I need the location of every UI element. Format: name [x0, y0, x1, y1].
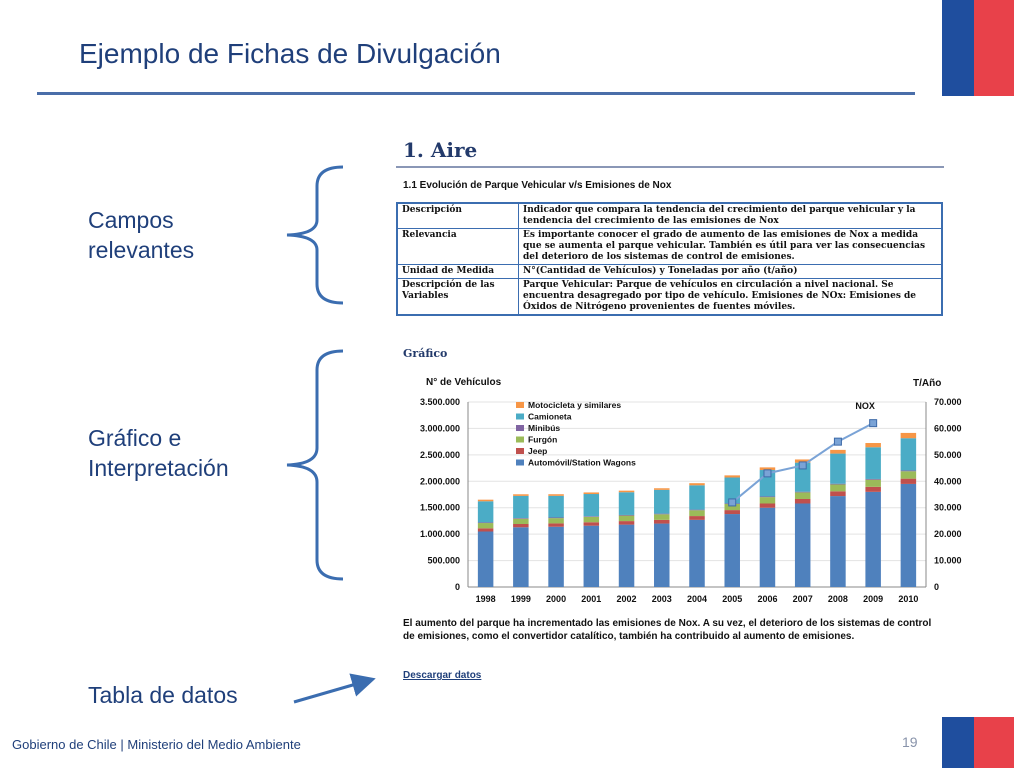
x-tick-label: 2004 — [686, 594, 708, 604]
bar-segment — [724, 475, 740, 477]
bar-segment — [654, 490, 670, 514]
bar-segment — [689, 516, 705, 520]
bar-segment — [760, 508, 776, 587]
bar-segment — [830, 454, 846, 484]
bar-segment — [619, 491, 635, 493]
x-tick-label: 2009 — [863, 594, 884, 604]
bar-segment — [548, 496, 564, 518]
flag-blue-band — [942, 0, 974, 96]
bar-segment — [513, 527, 529, 587]
brace-campos — [283, 164, 347, 306]
bar-segment — [478, 500, 494, 502]
table-row — [397, 265, 942, 279]
x-tick-label: 2010 — [898, 594, 919, 604]
bar-segment — [689, 510, 705, 516]
nox-point — [764, 470, 771, 477]
y2-tick-label: 50.000 — [934, 449, 962, 460]
y2-tick-label: 60.000 — [934, 423, 962, 434]
legend-swatch — [516, 460, 524, 466]
bar-segment — [478, 528, 494, 531]
bar-segment — [865, 487, 881, 492]
bar-segment — [548, 494, 564, 496]
bar-segment — [619, 525, 635, 587]
bar-segment — [760, 496, 776, 497]
bar-segment — [654, 514, 670, 515]
bar-segment — [865, 479, 881, 480]
nox-series-label: NOX — [855, 401, 875, 412]
bar-segment — [865, 447, 881, 479]
y2-axis-title: T/Año — [913, 378, 942, 389]
bar-segment — [689, 483, 705, 485]
bar-segment — [901, 470, 917, 471]
legend-swatch — [516, 414, 524, 420]
x-tick-label: 2000 — [546, 594, 567, 604]
bar-segment — [513, 524, 529, 527]
x-tick-label: 2003 — [651, 594, 672, 604]
bar-segment — [619, 492, 635, 515]
fiche-heading-rule — [396, 166, 944, 168]
legend-swatch — [516, 402, 524, 408]
bar-segment — [513, 518, 529, 519]
y2-tick-label: 10.000 — [934, 555, 962, 566]
x-tick-label: 2002 — [616, 594, 637, 604]
bar-segment — [689, 520, 705, 587]
y2-tick-label: 20.000 — [934, 529, 962, 540]
bar-segment — [478, 532, 494, 588]
fiche-value: Es importante conocer el grado de aumento de las emisiones de Nox a medida que se aumenta el parque vehicular. También es útil para ver las consecuencias del deterioro de los sistemas de control de emisiones. — [519, 229, 943, 265]
legend-label: Motocicleta y similares — [528, 400, 622, 410]
bar-segment — [795, 503, 811, 587]
y-tick-label: 2.500.000 — [419, 449, 460, 460]
fiche-key: Relevancia — [397, 229, 519, 265]
table-row — [397, 229, 942, 265]
bar-segment — [760, 497, 776, 503]
nox-point — [834, 438, 841, 445]
y2-tick-label: 0 — [934, 582, 940, 592]
legend-label: Minibús — [528, 423, 561, 433]
bar-segment — [901, 438, 917, 470]
x-tick-label: 2006 — [757, 594, 778, 604]
bar-segment — [830, 496, 846, 587]
bar-segment — [584, 526, 600, 587]
bar-segment — [689, 485, 705, 509]
bar-segment — [830, 450, 846, 454]
label-grafico-interpretacion: Gráfico e Interpretación — [88, 425, 229, 481]
bar-segment — [830, 491, 846, 496]
fiche-value: N°(Cantidad de Vehículos) y Toneladas por año (t/año) — [519, 265, 943, 279]
y-tick-label: 1.000.000 — [419, 529, 460, 540]
parque-vs-nox-chart — [396, 372, 976, 612]
bar-segment — [478, 522, 494, 523]
bar-segment — [901, 471, 917, 478]
bar-segment — [760, 503, 776, 507]
brace-grafico — [283, 348, 347, 582]
bar-segment — [901, 479, 917, 484]
nox-point — [799, 462, 806, 469]
bar-segment — [654, 524, 670, 587]
bar-segment — [724, 514, 740, 587]
bar-segment — [513, 519, 529, 524]
y-tick-label: 3.000.000 — [419, 423, 460, 434]
fiche-heading: 1. Aire — [403, 138, 478, 162]
fiche-value: Parque Vehicular: Parque de vehículos en circulación a nivel nacional. Se encuentra desagregado por tipo de vehículo. Emisiones de NOx: Emisiones de Óxidos de Nitrógeno provenientes de fuentes móviles. — [519, 279, 943, 316]
bar-segment — [548, 517, 564, 518]
legend-label: Automóvil/Station Wagons — [528, 457, 636, 468]
fiche-key: Unidad de Medida — [397, 265, 519, 279]
y2-tick-label: 40.000 — [934, 476, 962, 487]
y2-tick-label: 70.000 — [934, 397, 962, 407]
bar-segment — [548, 527, 564, 587]
bar-segment — [865, 492, 881, 587]
x-tick-label: 2005 — [722, 594, 743, 604]
x-tick-label: 1998 — [475, 594, 496, 604]
bar-segment — [830, 484, 846, 491]
x-tick-label: 2007 — [792, 594, 813, 604]
bar-segment — [584, 522, 600, 525]
page-number: 19 — [902, 734, 918, 750]
bar-segment — [901, 484, 917, 587]
x-tick-label: 2008 — [827, 594, 848, 604]
y-tick-label: 2.000.000 — [419, 476, 460, 487]
flag-red-band — [974, 0, 1014, 96]
x-tick-label: 1999 — [510, 594, 531, 604]
bar-segment — [619, 516, 635, 521]
bar-segment — [478, 523, 494, 528]
slide-title: Ejemplo de Fichas de Divulgación — [79, 38, 501, 69]
bar-segment — [724, 510, 740, 514]
arrow-tabla — [290, 672, 380, 706]
bar-segment — [830, 484, 846, 485]
bar-segment — [584, 492, 600, 494]
label-campos-relevantes: Campos relevantes — [88, 207, 195, 263]
bar-segment — [654, 488, 670, 490]
x-tick-label: 2001 — [581, 594, 602, 604]
bar-segment — [795, 492, 811, 493]
title-divider — [37, 92, 915, 95]
legend-label: Jeep — [528, 446, 548, 456]
bar-segment — [865, 480, 881, 487]
bar-segment — [584, 517, 600, 522]
descargar-datos-link[interactable]: Descargar datos — [403, 670, 482, 681]
bar-segment — [619, 515, 635, 516]
table-row — [397, 279, 942, 316]
bar-segment — [478, 501, 494, 522]
nox-point — [729, 499, 736, 506]
y-tick-label: 500.000 — [427, 555, 460, 566]
y-tick-label: 0 — [454, 582, 460, 592]
bar-segment — [513, 496, 529, 518]
flag-red-band-bottom — [974, 717, 1014, 768]
bar-segment — [513, 494, 529, 496]
bar-segment — [901, 433, 917, 438]
legend-swatch — [516, 437, 524, 443]
bar-segment — [548, 518, 564, 523]
nox-point — [870, 420, 877, 427]
fiche-key: Descripción — [397, 203, 519, 229]
bar-segment — [619, 521, 635, 525]
y-axis-title: N° de Vehículos — [426, 377, 502, 388]
grafico-heading: Gráfico — [403, 347, 448, 360]
table-row — [397, 203, 942, 229]
bar-segment — [584, 516, 600, 517]
bar-segment — [654, 520, 670, 524]
y-tick-label: 1.500.000 — [419, 502, 460, 513]
bar-segment — [689, 510, 705, 511]
bar-segment — [795, 492, 811, 499]
interpretacion-text: El aumento del parque ha incrementado las emisiones de Nox. A su vez, el deterioro de los sistemas de control de emisiones, como el convertidor catalítico, también ha contribuido al aumento de emisiones. — [403, 618, 932, 642]
bar-segment — [584, 494, 600, 516]
fiche-table — [396, 202, 943, 316]
fiche-value: Indicador que compara la tendencia del crecimiento del parque vehicular y la tendencia del crecimiento de las emisiones de Nox — [519, 203, 943, 229]
bar-segment — [548, 523, 564, 526]
bar-segment — [795, 499, 811, 503]
fiche-subheading: 1.1 Evolución de Parque Vehicular v/s Emisiones de Nox — [403, 180, 672, 191]
legend-label: Camioneta — [528, 411, 572, 422]
flag-blue-band-bottom — [942, 717, 974, 768]
legend-label: Furgón — [528, 434, 558, 445]
legend-swatch — [516, 448, 524, 454]
y-tick-label: 3.500.000 — [419, 397, 460, 407]
bar-segment — [865, 443, 881, 447]
fiche-key: Descripción de las Variables — [397, 279, 519, 316]
y2-tick-label: 30.000 — [934, 502, 962, 513]
legend-swatch — [516, 425, 524, 431]
label-tabla-datos: Tabla de datos — [88, 682, 238, 708]
footer-text: Gobierno de Chile | Ministerio del Medio Ambiente — [12, 737, 301, 752]
bar-segment — [654, 514, 670, 520]
